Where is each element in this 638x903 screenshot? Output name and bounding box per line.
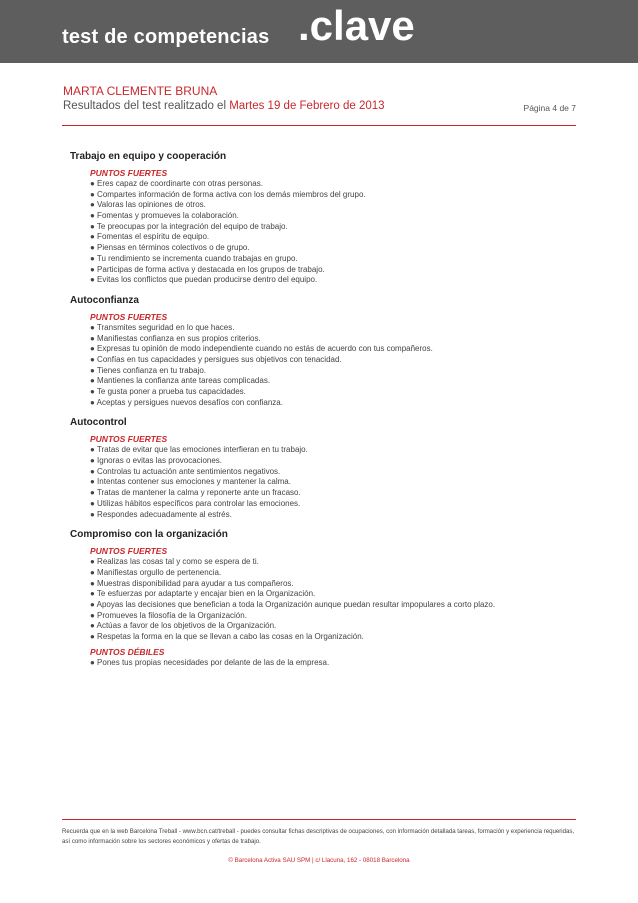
list-item: ● Te preocupas por la integración del equipo de trabajo. — [90, 221, 288, 231]
list-item: ● Te esfuerzas por adaptarte y encajar bien en la Organización. — [90, 589, 316, 599]
competencies-content — [70, 150, 590, 676]
list-item: ● Aceptas y persigues nuevos desafíos con confianza. — [90, 397, 283, 407]
list-item: ● Participas de forma activa y destacada en los grupos de trabajo. — [90, 264, 325, 274]
group-label: PUNTOS FUERTES — [90, 311, 168, 322]
list-item: ● Fomentas el espíritu de equipo. — [90, 232, 210, 242]
points-group — [90, 312, 590, 409]
list-item: ● Pones tus propias necesidades por delante de las de la empresa. — [90, 657, 330, 667]
list-item: ● Utilizas hábitos específicos para controlar las emociones. — [90, 498, 301, 508]
list-item: ● Te gusta poner a prueba tus capacidades. — [90, 387, 246, 396]
list-item: ● Apoyas las decisiones que benefician a toda la Organización aunque puedan resultar impopulares a corto plazo. — [90, 599, 496, 609]
list-item: ● Controlas tu actuación ante sentimientos negativos. — [90, 466, 281, 476]
competency-section — [70, 528, 590, 668]
results-line — [63, 100, 385, 112]
footer-note: Recuerda que en la web Barcelona Treball - www.bcn.cat/treball - puedes consultar fichas descriptivas de ocupaciones, con información detallada tareas, formación y experiencia requeridas, así como información sobre los sectores económicos y ofertas de trabajo. — [62, 828, 575, 845]
list-item: ● Manifiestas orgullo de pertenencia. — [90, 567, 222, 577]
competency-section — [70, 150, 590, 286]
brand-logo: .clave — [298, 2, 415, 49]
list-item: ● Ignoras o evitas las provocaciones. — [90, 456, 223, 466]
list-item: ● Eres capaz de coordinarte con otras personas. — [90, 179, 263, 188]
list-item: ● Confías en tus capacidades y persigues sus objetivos con tenacidad. — [90, 354, 342, 364]
footer-divider — [62, 819, 576, 820]
list-item: ● Intentas contener sus emociones y mantener la calma. — [90, 477, 291, 487]
footer-copyright: © Barcelona Activa SAU SPM | c/ Llacuna, 162 - 08018 Barcelona — [228, 857, 410, 864]
list-item: ● Respondes adecuadamente al estrés. — [90, 509, 232, 519]
list-item: ● Expresas tu opinión de modo independiente cuando no estás de acuerdo con tus compañeros. — [90, 344, 433, 354]
person-name: MARTA CLEMENTE BRUNA — [63, 84, 218, 98]
test-date: Martes 19 de Febrero de 2013 — [229, 100, 385, 112]
list-item: ● Tratas de evitar que las emociones interfieran en tu trabajo. — [90, 445, 308, 455]
group-label: PUNTOS FUERTES — [90, 434, 168, 445]
list-item: ● Piensas en términos colectivos o de grupo. — [90, 243, 250, 253]
page-number: Página 4 de 7 — [523, 103, 576, 113]
header-divider — [62, 125, 576, 126]
points-group — [90, 434, 590, 520]
list-item: ● Fomentas y promueves la colaboración. — [90, 211, 239, 221]
group-label: PUNTOS DÉBILES — [90, 646, 165, 657]
section-title: Trabajo en equipo y cooperación — [70, 151, 227, 162]
list-item: ● Tu rendimiento se incrementa cuando trabajas en grupo. — [90, 253, 298, 263]
list-item: ● Evitas los conflictos que puedan producirse dentro del equipo. — [90, 275, 318, 285]
points-group — [90, 647, 590, 669]
list-item: ● Compartes información de forma activa con los demás miembros del grupo. — [90, 189, 366, 199]
list-item: ● Muestras disponibilidad para ayudar a tus compañeros. — [90, 578, 294, 588]
results-prefix: Resultados del test realitzado el — [63, 100, 230, 112]
points-group — [90, 168, 590, 286]
list-item: ● Tratas de mantener la calma y reponerte ante un fracaso. — [90, 488, 301, 498]
list-item: ● Valoras las opiniones de otros. — [90, 200, 206, 210]
list-item: ● Manifiestas confianza en sus propios criterios. — [90, 333, 261, 343]
list-item: ● Realizas las cosas tal y como se espera de ti. — [90, 557, 259, 567]
banner-title: test de competencias — [62, 26, 270, 48]
group-label: PUNTOS FUERTES — [90, 546, 168, 557]
list-item: ● Transmites seguridad en lo que haces. — [90, 322, 235, 332]
points-group — [90, 546, 590, 643]
section-title: Compromiso con la organización — [70, 529, 228, 541]
list-item: ● Tienes confianza en tu trabajo. — [90, 365, 207, 375]
header-banner — [0, 0, 638, 63]
list-item: ● Mantienes la confianza ante tareas complicadas. — [90, 376, 271, 386]
list-item: ● Respetas la forma en la que se llevan a cabo las cosas en la Organización. — [90, 632, 364, 641]
group-label: PUNTOS FUERTES — [90, 168, 168, 178]
section-title: Autoconfianza — [70, 294, 139, 306]
competency-section — [70, 416, 590, 520]
list-item: ● Actúas a favor de los objetivos de la Organización. — [90, 621, 277, 631]
section-title: Autocontrol — [70, 417, 127, 429]
competency-section — [70, 294, 590, 409]
list-item: ● Promueves la filosofía de la Organización. — [90, 610, 247, 620]
